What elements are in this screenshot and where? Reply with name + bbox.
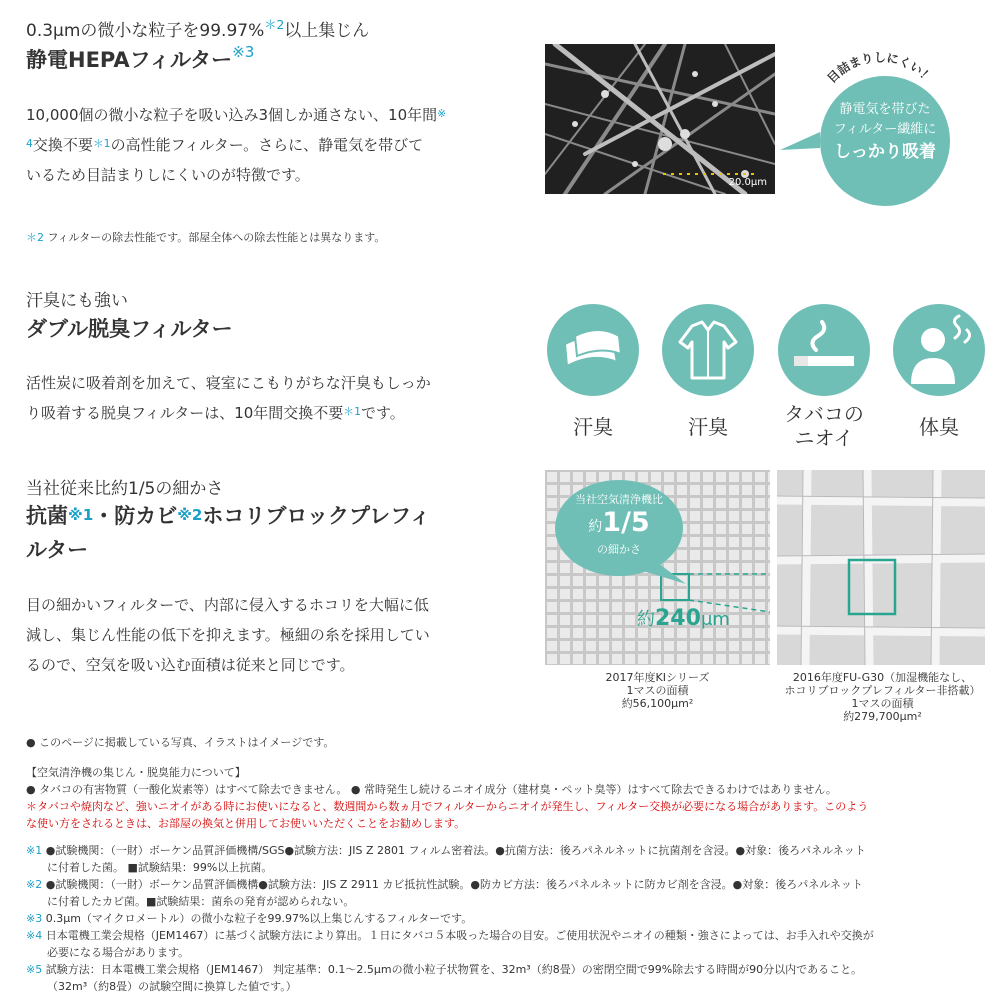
prefilter-title: 抗菌$^{※1}$・防カビ$^{※2}$ホコリブロックプレフィ ルター xyxy=(26,504,431,562)
caption-right: 2016年度FU-G30（加湿機能なし、 ホコリブロックプレフィルター非搭載） 1マスの面積 約279,700μm² xyxy=(784,671,981,723)
bubble-line1: 当社空気清浄機比 xyxy=(575,493,663,506)
badge-line1: 静電気を帯びた xyxy=(839,102,931,117)
prefilter-body: 目の細かいフィルターで、内部に侵入するホコリを大幅に低 減し、集じん性能の低下を抑えます。極細の糸を採用してい るので、空気を吸い込む面積は従来と同じです。 xyxy=(26,596,430,674)
image-note: ● このページに掲載している写真、イラストはイメージです。 xyxy=(26,736,335,749)
prefilter-subtitle: 当社従来比約1/5の細かさ xyxy=(26,479,224,499)
svg-text:目詰まりしにくい！: 目詰まりしにくい！ xyxy=(824,50,936,86)
microscope-fiber-photo xyxy=(545,44,775,194)
odor-label-sweat-1: 汗臭 xyxy=(573,415,613,439)
footnotes: ※1 ●試験機関：（一財）ボーケン品質評価機構/SGS●試験方法：JIS Z 2801 フィルム密着法。●抗菌方法：後ろパネルネットに抗菌剤を含浸。●対象：後ろパネルネット に付着した菌。 ■試験結果：99%以上抗菌。 ※2 ●試験機関：（一財）ボーケン品質評価機構●試験方法：JIS Z 2911 カビ抵抗性試験。●防カビ方法：後ろパネルネットに防カビ剤を含浸。●対象：後ろパネルネット に付着したカビ菌。■試験結果：菌糸の発育が認められない。 ※3 0.3μm（マイクロメートル）の微小な粒子を99.97%以上集じんするフィルターです。 ※4 日本電機工業会規格（JEM1467）に基づく試験方法により算出。１日にタバコ５本吸った場合の目安。ご使用状況やニオイの種類・強さによっては、お手入れや交換が 必要になる場合があります。 ※5 試験方法：日本電機工業会規格（JEM1467） 判定基準：0.1〜2.5μmの微小粒子状物質を、32m³（約8畳）の密閉空間で99%除去する時間が90分以内であること。 （32m³（約8畳）の試験空間に換算した値です。） xyxy=(26,844,874,993)
hepa-footnote: ＊2 フィルターの除去性能です。部屋全体への除去性能とは異なります。 xyxy=(26,231,386,244)
badge-line3: しっかり吸着 xyxy=(834,142,936,162)
bubble-fraction: 約1/5 xyxy=(588,507,650,538)
ability-notes: 【空気清浄機の集じん・脱臭能力について】 ● タバコの有害物質（一酸化炭素等）はすべて除去できません。 ● 常時発生し続けるニオイ成分（建材臭・ペット臭等）はすべて除去できるわけではありません。 ＊タバコや焼肉など、強いニオイがある時にお使いになると、数週間から数ヵ月でフィルターからニオイが発生し、フィルター交換が必要になる場合があります。このよう な使い方をされるときは、お部屋の換気と併用してお使いいただくことをお勧めします。 xyxy=(26,766,869,830)
hepa-body: 10,000個の微小な粒子を吸い込み3個しか通さない、10年間※ $^4$交換不要$^{*1}$の高性能フィルター。さらに、静電気を帯びて いるため目詰まりしにくいのが特徴です。 xyxy=(26,106,447,184)
caption-left: 2017年度KIシリーズ 1マスの面積 約56,100μm² xyxy=(605,671,710,710)
cigarette-icon xyxy=(778,304,870,396)
odor-label-sweat-2: 汗臭 xyxy=(688,415,728,439)
hepa-subtitle: 0.3μmの微小な粒子を99.97%$^{*2}$以上集じん xyxy=(26,17,370,41)
deodor-subtitle: 汗臭にも強い xyxy=(26,291,128,311)
coarse-mesh-photo xyxy=(777,470,985,665)
mesh-size-label: 約240μm xyxy=(637,606,730,631)
odor-label-tobacco: タバコの ニオイ xyxy=(784,402,864,450)
hepa-title: 静電HEPAフィルター$^{※3}$ xyxy=(26,42,255,72)
shirt-icon xyxy=(662,304,754,396)
fineness-bubble xyxy=(554,480,684,580)
pillow-icon xyxy=(547,304,639,396)
bubble-line3: の細かさ xyxy=(597,543,641,556)
deodor-title: ダブル脱臭フィルター xyxy=(26,317,233,341)
badge-line2: フィルター繊維に xyxy=(833,122,937,137)
person-icon xyxy=(893,304,985,396)
odor-label-body: 体臭 xyxy=(919,415,959,439)
electrostatic-badge xyxy=(790,50,970,208)
scale-label: 20.0μm xyxy=(728,177,767,188)
badge-pointer xyxy=(780,128,820,158)
deodor-body: 活性炭に吸着剤を加えて、寝室にこもりがちな汗臭もしっか り吸着する脱臭フィルターは、10年間交換不要$^{*1}$です。 xyxy=(26,374,431,422)
